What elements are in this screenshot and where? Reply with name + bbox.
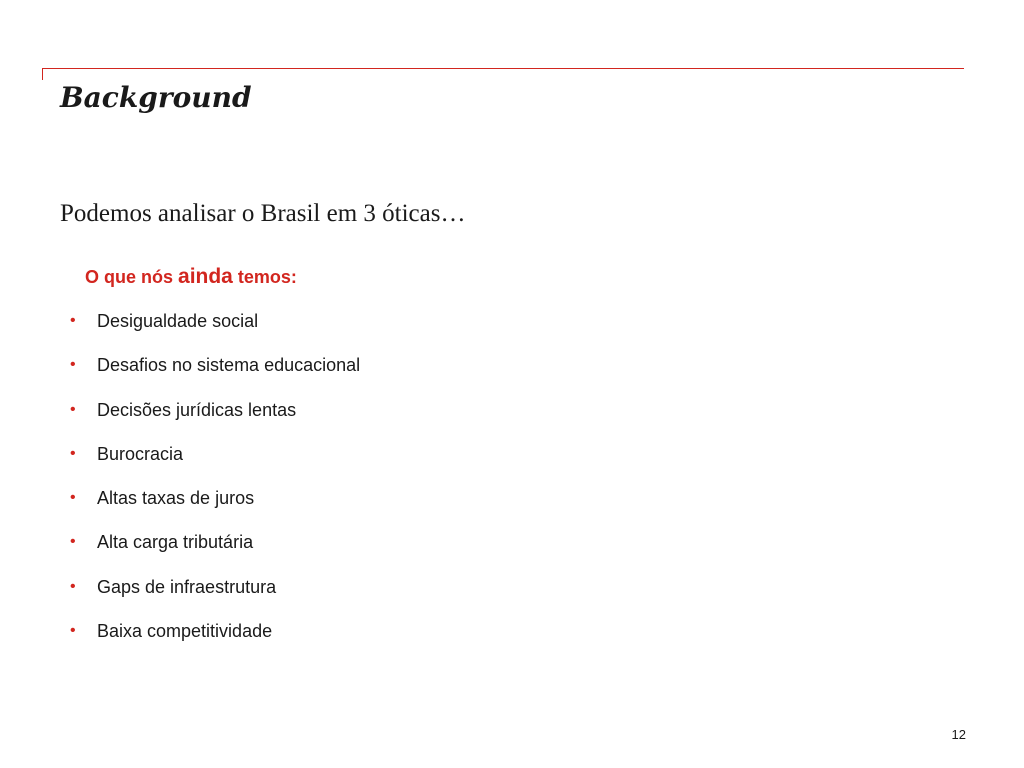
bullet-item bbox=[70, 437, 360, 481]
intro-text: Podemos analisar o Brasil em 3 óticas… bbox=[60, 200, 466, 227]
page-number: 12 bbox=[951, 727, 966, 742]
bullet-text: Desafios no sistema educacional bbox=[97, 355, 361, 376]
bullet-marker: • bbox=[70, 444, 76, 462]
bullet-text: Desigualdade social bbox=[97, 311, 259, 331]
subheading-before: O que nós bbox=[85, 267, 179, 287]
slide-title: Background bbox=[60, 81, 252, 114]
bullet-item bbox=[70, 481, 360, 525]
bullet-marker: • bbox=[70, 533, 76, 551]
bullet-marker: • bbox=[70, 312, 76, 329]
bullet-item bbox=[70, 304, 360, 348]
bullet-list bbox=[70, 304, 360, 658]
subheading-emphasis: ainda bbox=[178, 265, 233, 288]
bullet-text: Baixa competitividade bbox=[97, 621, 273, 642]
bullet-item bbox=[70, 348, 360, 392]
bullet-item bbox=[70, 570, 360, 614]
bullet-marker: • bbox=[70, 489, 76, 507]
header-rule bbox=[42, 68, 964, 69]
bullet-text: Burocracia bbox=[97, 443, 184, 464]
subheading bbox=[85, 260, 297, 294]
bullet-marker: • bbox=[70, 356, 76, 374]
bullet-marker: • bbox=[70, 400, 76, 418]
bullet-marker: • bbox=[70, 577, 76, 595]
bullet-text: Decisões jurídicas lentas bbox=[97, 399, 297, 420]
bullet-item bbox=[70, 393, 360, 437]
bullet-item bbox=[70, 525, 360, 569]
subheading-after: temos: bbox=[232, 267, 297, 287]
bullet-marker: • bbox=[70, 622, 76, 640]
bullet-text: Alta carga tributária bbox=[97, 532, 254, 553]
bullet-text: Gaps de infraestrutura bbox=[97, 576, 277, 597]
header-rule-tick bbox=[42, 68, 43, 80]
bullet-text: Altas taxas de juros bbox=[97, 488, 255, 509]
bullet-item bbox=[70, 614, 360, 658]
